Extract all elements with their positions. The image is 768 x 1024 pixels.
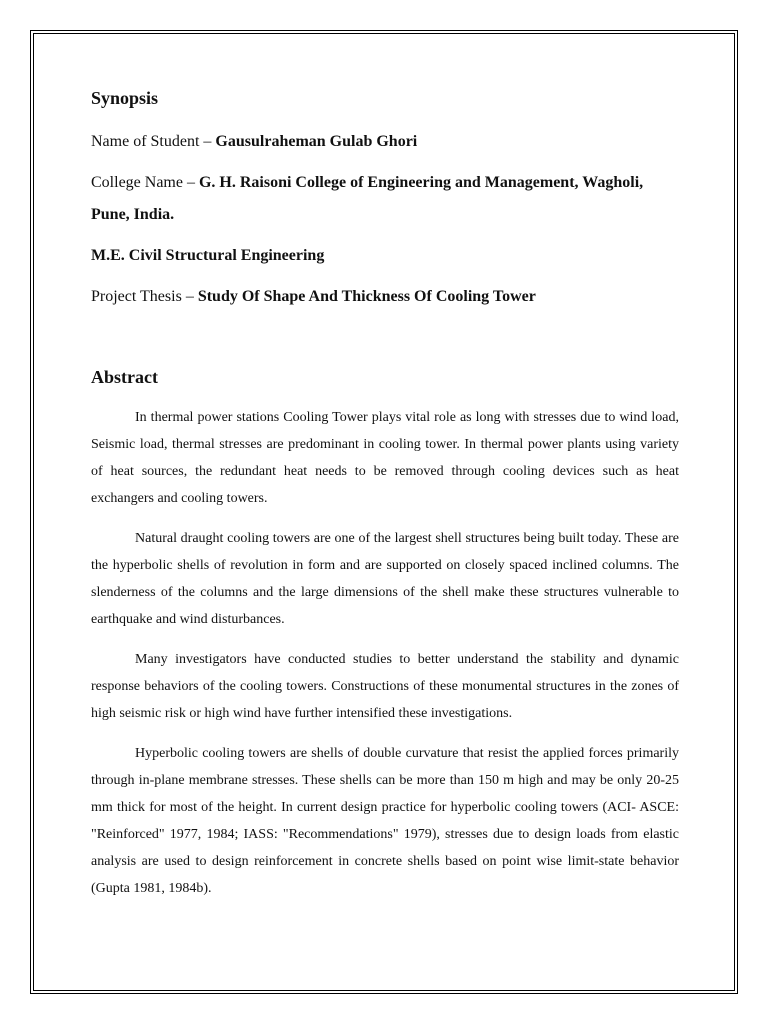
- document-content: [91, 88, 679, 915]
- abstract-paragraph: Many investigators have conducted studies to better understand the stability and dynamic response behaviors of the cooling towers. Constructions of these monumental structures in the zones of high seismic risk or high wind have further intensified these investigations.: [91, 652, 679, 722]
- abstract-heading: Abstract: [91, 366, 158, 387]
- student-name-line: [91, 126, 679, 158]
- degree: M.E. Civil Structural Engineering: [91, 246, 325, 264]
- student-separator: –: [199, 132, 216, 150]
- student-name: Gausulraheman Gulab Ghori: [215, 132, 418, 150]
- college-label: College Name: [91, 173, 183, 191]
- college-name-line: [91, 167, 679, 231]
- college-name: G. H. Raisoni College of Engineering and Management, Wagholi, Pune, India.: [91, 173, 644, 223]
- thesis-label: Project Thesis: [91, 287, 182, 305]
- student-label: Name of Student: [91, 132, 200, 150]
- abstract-paragraph: Hyperbolic cooling towers are shells of double curvature that resist the applied forces primarily through in-plane membrane stresses. These shells can be more than 150 m high and may be only 20-25 mm thick for most of the height. In current design practice for hyperbolic cooling towers (ACI- ASCE: "Reinforced" 1977, 1984; IASS: "Recommendations" 1979), stresses due to design loads from elastic analysis are used to design reinforcement in concrete shells based on point wise limit-state behavior (Gupta 1981, 1984b).: [91, 746, 679, 897]
- thesis-separator: –: [181, 287, 198, 305]
- college-separator: –: [182, 173, 199, 191]
- synopsis-heading: Synopsis: [91, 88, 159, 108]
- abstract-paragraph: Natural draught cooling towers are one of the largest shell structures being built today. These are the hyperbolic shells of revolution in form and are supported on closely spaced inclined columns. The slenderness of the columns and the large dimensions of the shell make these structures vulnerable to earthquake and wind disturbances.: [91, 531, 679, 628]
- thesis-title: Study Of Shape And Thickness Of Cooling Tower: [197, 287, 536, 305]
- thesis-line: [91, 281, 679, 313]
- abstract-paragraph: In thermal power stations Cooling Tower plays vital role as long with stresses due to wind load, Seismic load, thermal stresses are predominant in cooling tower. In thermal power plants using variety of heat sources, the redundant heat needs to be removed through cooling devices such as heat exchangers and cooling towers.: [91, 410, 679, 507]
